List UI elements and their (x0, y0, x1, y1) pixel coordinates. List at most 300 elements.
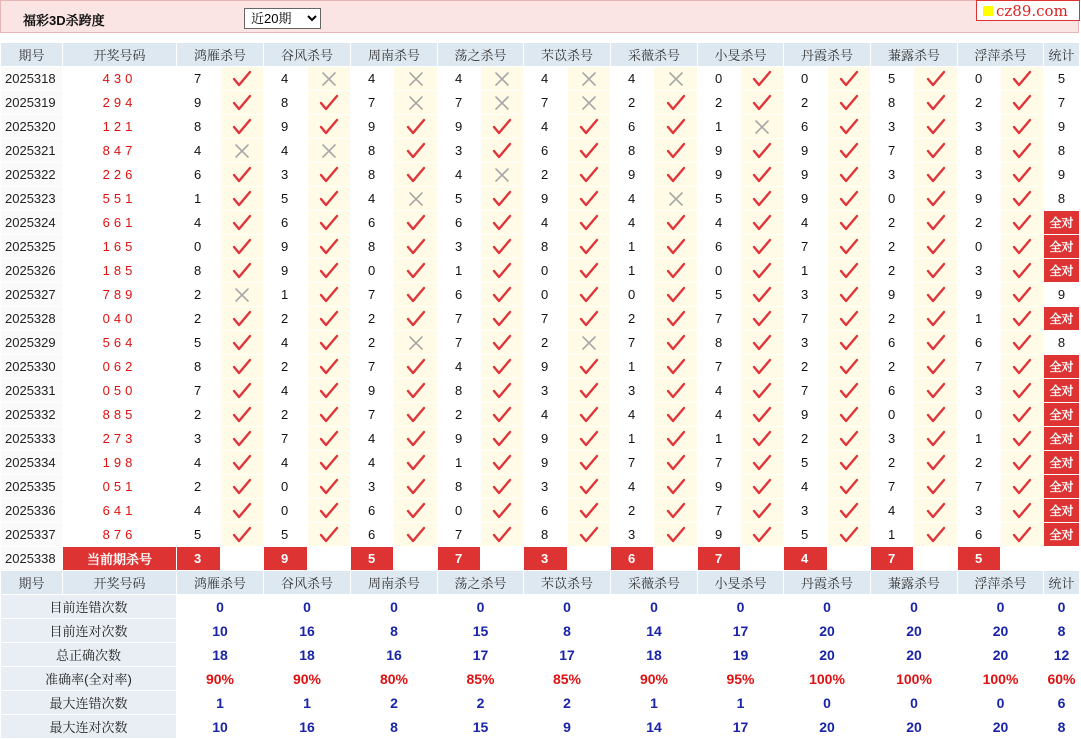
check-icon (741, 67, 784, 91)
kill-number: 2 (351, 307, 394, 331)
cross-icon (481, 91, 524, 115)
summary-value: 15 (438, 619, 524, 643)
draw-number: 876 (63, 523, 177, 547)
kill-number: 4 (611, 211, 654, 235)
kill-number: 7 (871, 475, 914, 499)
summary-value: 0 (177, 595, 264, 619)
issue-number: 2025332 (1, 403, 63, 427)
period-select[interactable] (244, 8, 321, 29)
all-correct-badge: 全对 (1044, 211, 1080, 235)
summary-value: 18 (177, 643, 264, 667)
kill-number: 2 (784, 427, 828, 451)
check-icon (741, 235, 784, 259)
draw-number: 641 (63, 499, 177, 523)
check-icon (568, 307, 611, 331)
summary-value: 100% (871, 667, 958, 691)
check-icon (914, 115, 958, 139)
cross-icon (308, 67, 351, 91)
check-icon (568, 475, 611, 499)
current-kill-number: 5 (351, 547, 394, 571)
check-icon (481, 235, 524, 259)
stat-count: 8 (1044, 187, 1080, 211)
check-icon (568, 499, 611, 523)
kill-number: 2 (871, 235, 914, 259)
check-icon (568, 115, 611, 139)
column-header: 丹霞杀号 (784, 571, 871, 595)
kill-number: 9 (264, 115, 308, 139)
kill-number: 2 (958, 451, 1001, 475)
check-icon (568, 259, 611, 283)
check-icon (741, 451, 784, 475)
kill-number: 2 (177, 475, 221, 499)
kill-number: 3 (871, 115, 914, 139)
kill-number: 3 (958, 379, 1001, 403)
cross-icon (394, 331, 438, 355)
page-header (0, 0, 1079, 33)
summary-value: 1 (698, 691, 784, 715)
kill-number: 2 (871, 259, 914, 283)
kill-number: 9 (611, 163, 654, 187)
check-icon (1001, 307, 1044, 331)
kill-number: 3 (438, 235, 481, 259)
kill-number: 5 (177, 523, 221, 547)
summary-value: 20 (958, 643, 1044, 667)
kill-number: 9 (784, 187, 828, 211)
kill-number: 5 (871, 67, 914, 91)
check-icon (828, 331, 871, 355)
check-icon (741, 187, 784, 211)
issue-number: 2025323 (1, 187, 63, 211)
summary-value: 0 (871, 595, 958, 619)
site-logo[interactable] (976, 0, 1080, 21)
check-icon (394, 283, 438, 307)
check-icon (654, 235, 698, 259)
check-icon (308, 211, 351, 235)
column-header: 蒹露杀号 (871, 43, 958, 67)
check-icon (568, 163, 611, 187)
check-icon (828, 403, 871, 427)
check-icon (741, 475, 784, 499)
header-row (1, 43, 1080, 67)
kill-number: 6 (351, 211, 394, 235)
kill-number: 9 (871, 283, 914, 307)
kill-number: 0 (611, 283, 654, 307)
kill-number: 2 (871, 307, 914, 331)
kill-number: 1 (264, 283, 308, 307)
kill-number: 5 (698, 283, 741, 307)
kill-number: 4 (611, 403, 654, 427)
kill-number: 3 (958, 163, 1001, 187)
current-period-row (1, 547, 1080, 571)
check-icon (308, 379, 351, 403)
column-header: 浮萍杀号 (958, 43, 1044, 67)
table-row (1, 451, 1080, 475)
kill-number: 4 (438, 67, 481, 91)
check-icon (308, 499, 351, 523)
issue-number: 2025322 (1, 163, 63, 187)
kill-number: 4 (351, 187, 394, 211)
current-kill-number: 3 (177, 547, 221, 571)
kill-number: 4 (611, 187, 654, 211)
issue-number: 2025329 (1, 331, 63, 355)
check-icon (308, 115, 351, 139)
summary-value: 20 (784, 715, 871, 739)
cross-icon (394, 67, 438, 91)
kill-number: 9 (351, 379, 394, 403)
summary-value: 20 (784, 619, 871, 643)
summary-value: 0 (958, 595, 1044, 619)
kill-number: 9 (524, 187, 568, 211)
kill-number: 0 (784, 67, 828, 91)
table-row (1, 187, 1080, 211)
kill-number: 5 (264, 523, 308, 547)
draw-number: 226 (63, 163, 177, 187)
kill-number: 2 (524, 331, 568, 355)
kill-number: 3 (611, 379, 654, 403)
check-icon (308, 523, 351, 547)
column-header: 期号 (1, 43, 63, 67)
summary-value: 17 (438, 643, 524, 667)
check-icon (741, 379, 784, 403)
check-icon (308, 451, 351, 475)
issue-number: 2025328 (1, 307, 63, 331)
check-icon (741, 355, 784, 379)
kill-number: 2 (264, 403, 308, 427)
kill-number: 6 (438, 211, 481, 235)
check-icon (1001, 67, 1044, 91)
check-icon (914, 139, 958, 163)
kill-number: 3 (177, 427, 221, 451)
check-icon (914, 187, 958, 211)
check-icon (914, 499, 958, 523)
summary-value: 8 (351, 619, 438, 643)
kill-number: 4 (264, 139, 308, 163)
kill-number: 0 (698, 259, 741, 283)
kill-number: 9 (784, 163, 828, 187)
kill-number: 7 (784, 379, 828, 403)
summary-value: 85% (524, 667, 611, 691)
kill-number: 6 (438, 283, 481, 307)
current-kill-number: 3 (524, 547, 568, 571)
check-icon (1001, 523, 1044, 547)
check-icon (654, 163, 698, 187)
kill-number: 1 (698, 115, 741, 139)
summary-value: 6 (1044, 691, 1080, 715)
check-icon (308, 91, 351, 115)
stat-count: 5 (1044, 67, 1080, 91)
stat-count: 9 (1044, 163, 1080, 187)
kill-number: 1 (611, 259, 654, 283)
issue-number: 2025318 (1, 67, 63, 91)
kill-number: 8 (438, 475, 481, 499)
kill-number: 7 (698, 451, 741, 475)
summary-value: 0 (264, 595, 351, 619)
check-icon (568, 427, 611, 451)
kill-span-table (0, 42, 1080, 739)
kill-number: 8 (438, 379, 481, 403)
current-mark-blank (654, 547, 698, 571)
kill-number: 2 (784, 91, 828, 115)
draw-number: 564 (63, 331, 177, 355)
kill-number: 6 (958, 523, 1001, 547)
check-icon (741, 163, 784, 187)
kill-number: 4 (611, 67, 654, 91)
check-icon (394, 403, 438, 427)
kill-number: 4 (351, 451, 394, 475)
table-row (1, 235, 1080, 259)
kill-number: 8 (351, 235, 394, 259)
summary-value: 20 (958, 715, 1044, 739)
check-icon (221, 403, 264, 427)
logo-text: cz89.com (996, 2, 1068, 20)
current-issue-number: 2025338 (1, 547, 63, 571)
current-kill-number: 6 (611, 547, 654, 571)
kill-number: 6 (524, 139, 568, 163)
summary-row (1, 715, 1080, 739)
check-icon (914, 355, 958, 379)
check-icon (914, 403, 958, 427)
draw-number: 051 (63, 475, 177, 499)
summary-value: 12 (1044, 643, 1080, 667)
kill-number: 7 (524, 307, 568, 331)
current-mark-blank (828, 547, 871, 571)
kill-number: 3 (784, 331, 828, 355)
check-icon (308, 187, 351, 211)
summary-value: 18 (611, 643, 698, 667)
check-icon (308, 355, 351, 379)
summary-value: 0 (958, 691, 1044, 715)
kill-number: 7 (611, 451, 654, 475)
issue-number: 2025326 (1, 259, 63, 283)
summary-value: 90% (611, 667, 698, 691)
kill-number: 4 (438, 355, 481, 379)
kill-number: 4 (524, 211, 568, 235)
all-correct-badge: 全对 (1044, 523, 1080, 547)
check-icon (654, 331, 698, 355)
check-icon (221, 211, 264, 235)
check-icon (741, 307, 784, 331)
check-icon (308, 235, 351, 259)
check-icon (914, 523, 958, 547)
check-icon (914, 211, 958, 235)
check-icon (828, 523, 871, 547)
summary-value: 8 (351, 715, 438, 739)
check-icon (394, 259, 438, 283)
kill-number: 7 (351, 403, 394, 427)
kill-number: 8 (351, 163, 394, 187)
kill-number: 7 (958, 475, 1001, 499)
check-icon (568, 355, 611, 379)
summary-value: 0 (611, 595, 698, 619)
kill-number: 1 (611, 355, 654, 379)
summary-value: 0 (871, 691, 958, 715)
kill-number: 2 (177, 307, 221, 331)
kill-number: 5 (784, 523, 828, 547)
kill-number: 2 (871, 211, 914, 235)
check-icon (1001, 163, 1044, 187)
stat-count: 8 (1044, 331, 1080, 355)
summary-row (1, 667, 1080, 691)
check-icon (394, 379, 438, 403)
current-mark-blank (741, 547, 784, 571)
summary-value: 10 (177, 715, 264, 739)
check-icon (568, 451, 611, 475)
summary-value: 17 (524, 643, 611, 667)
kill-number: 3 (958, 499, 1001, 523)
check-icon (828, 307, 871, 331)
column-header: 荡之杀号 (438, 43, 524, 67)
check-icon (1001, 91, 1044, 115)
kill-number: 0 (351, 259, 394, 283)
check-icon (394, 499, 438, 523)
kill-number: 7 (698, 499, 741, 523)
kill-number: 1 (784, 259, 828, 283)
table-row (1, 403, 1080, 427)
check-icon (221, 475, 264, 499)
draw-number: 661 (63, 211, 177, 235)
kill-number: 7 (177, 379, 221, 403)
check-icon (914, 91, 958, 115)
check-icon (481, 187, 524, 211)
check-icon (481, 451, 524, 475)
check-icon (828, 259, 871, 283)
summary-label: 目前连对次数 (1, 619, 177, 643)
issue-number: 2025324 (1, 211, 63, 235)
check-icon (741, 523, 784, 547)
check-icon (914, 283, 958, 307)
kill-number: 8 (611, 139, 654, 163)
check-icon (828, 115, 871, 139)
column-header: 鸿雁杀号 (177, 43, 264, 67)
kill-number: 7 (351, 283, 394, 307)
kill-number: 3 (524, 379, 568, 403)
check-icon (221, 307, 264, 331)
check-icon (828, 379, 871, 403)
kill-number: 4 (264, 331, 308, 355)
check-icon (394, 475, 438, 499)
column-header: 芣苡杀号 (524, 43, 611, 67)
check-icon (481, 259, 524, 283)
summary-value: 0 (351, 595, 438, 619)
check-icon (1001, 331, 1044, 355)
kill-number: 9 (698, 163, 741, 187)
summary-value: 20 (871, 619, 958, 643)
kill-number: 4 (871, 499, 914, 523)
kill-number: 6 (871, 331, 914, 355)
kill-number: 3 (264, 163, 308, 187)
table-row (1, 379, 1080, 403)
kill-number: 1 (698, 427, 741, 451)
check-icon (654, 91, 698, 115)
summary-value: 100% (784, 667, 871, 691)
check-icon (741, 403, 784, 427)
kill-number: 0 (524, 283, 568, 307)
current-mark-blank (308, 547, 351, 571)
column-header: 芣苡杀号 (524, 571, 611, 595)
kill-number: 3 (438, 139, 481, 163)
all-correct-badge: 全对 (1044, 235, 1080, 259)
column-header: 谷风杀号 (264, 571, 351, 595)
kill-number: 7 (698, 307, 741, 331)
check-icon (914, 163, 958, 187)
check-icon (828, 67, 871, 91)
cross-icon (654, 187, 698, 211)
summary-label: 最大连对次数 (1, 715, 177, 739)
check-icon (654, 139, 698, 163)
check-icon (481, 403, 524, 427)
kill-number: 9 (784, 403, 828, 427)
kill-number: 7 (784, 307, 828, 331)
kill-number: 1 (958, 307, 1001, 331)
summary-value: 0 (784, 691, 871, 715)
current-kill-number: 7 (438, 547, 481, 571)
check-icon (221, 451, 264, 475)
check-icon (914, 331, 958, 355)
summary-value: 85% (438, 667, 524, 691)
issue-number: 2025333 (1, 427, 63, 451)
draw-number: 040 (63, 307, 177, 331)
summary-label: 最大连错次数 (1, 691, 177, 715)
column-header: 采薇杀号 (611, 571, 698, 595)
kill-number: 7 (871, 139, 914, 163)
current-mark-blank (914, 547, 958, 571)
summary-value: 60% (1044, 667, 1080, 691)
kill-number: 0 (438, 499, 481, 523)
issue-number: 2025337 (1, 523, 63, 547)
table-row (1, 283, 1080, 307)
kill-number: 7 (438, 307, 481, 331)
summary-value: 16 (351, 643, 438, 667)
cross-icon (568, 331, 611, 355)
kill-number: 9 (698, 523, 741, 547)
check-icon (654, 283, 698, 307)
kill-number: 7 (438, 331, 481, 355)
kill-number: 0 (871, 187, 914, 211)
summary-value: 100% (958, 667, 1044, 691)
summary-value: 0 (524, 595, 611, 619)
kill-number: 7 (177, 67, 221, 91)
check-icon (308, 475, 351, 499)
all-correct-badge: 全对 (1044, 451, 1080, 475)
draw-number: 050 (63, 379, 177, 403)
check-icon (394, 235, 438, 259)
issue-number: 2025319 (1, 91, 63, 115)
kill-number: 5 (784, 451, 828, 475)
kill-number: 3 (524, 475, 568, 499)
kill-number: 8 (871, 91, 914, 115)
logo-square-icon (983, 6, 993, 16)
stat-count: 7 (1044, 91, 1080, 115)
kill-number: 3 (351, 475, 394, 499)
check-icon (481, 331, 524, 355)
check-icon (654, 403, 698, 427)
cross-icon (221, 283, 264, 307)
kill-number: 6 (264, 211, 308, 235)
current-mark-blank (1001, 547, 1044, 571)
kill-number: 4 (177, 139, 221, 163)
kill-number: 4 (524, 67, 568, 91)
current-mark-blank (221, 547, 264, 571)
current-kill-number: 4 (784, 547, 828, 571)
check-icon (741, 211, 784, 235)
draw-number: 430 (63, 67, 177, 91)
summary-value: 8 (1044, 619, 1080, 643)
summary-value: 19 (698, 643, 784, 667)
issue-number: 2025327 (1, 283, 63, 307)
kill-number: 1 (611, 427, 654, 451)
all-correct-badge: 全对 (1044, 427, 1080, 451)
check-icon (828, 283, 871, 307)
